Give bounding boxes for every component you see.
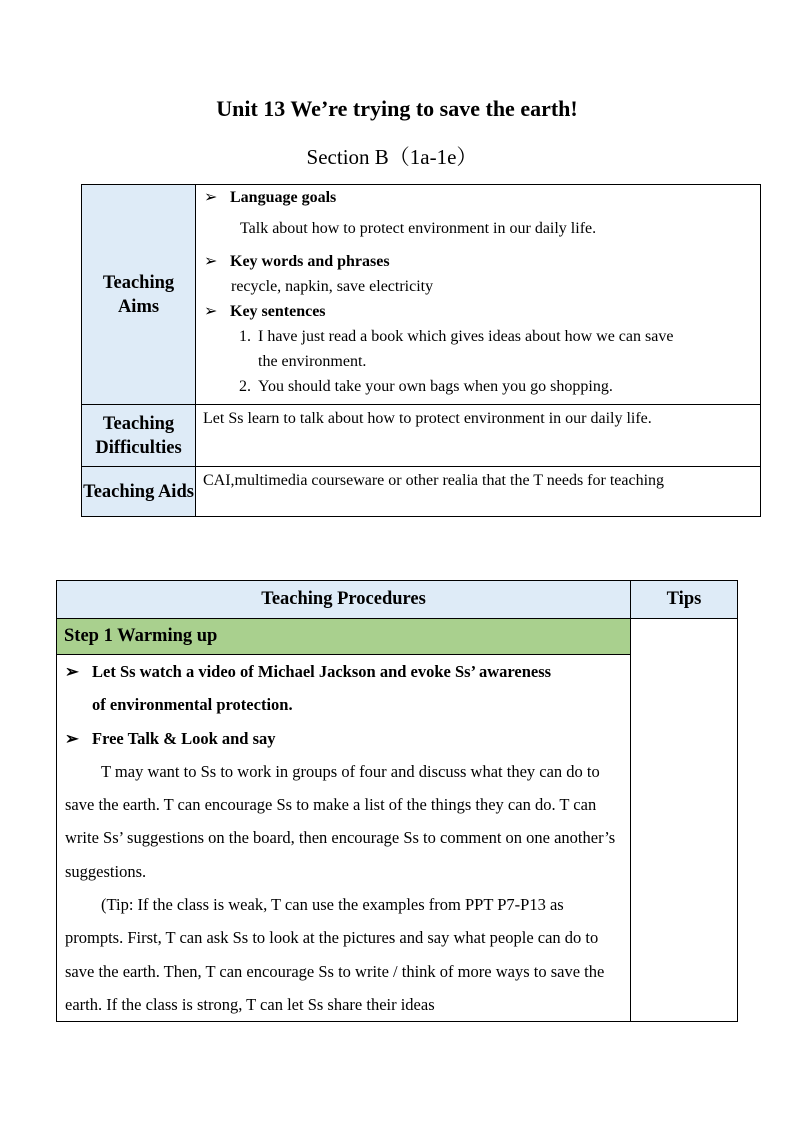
bullet-video-line-1: Let Ss watch a video of Michael Jackson and evoke Ss’ awareness — [92, 662, 552, 681]
tips-cell — [631, 619, 738, 1022]
teaching-aims-label: Teaching Aims — [82, 185, 196, 405]
paragraph-tip: (Tip: If the class is weak, T can use the examples from PPT P7-P13 as prompts. First, T can ask Ss to look at the pictures and say what people can do to save the earth. Then, T can encourage Ss to write / think of more ways to save the earth. If the class is strong, T can let Ss share their ideas — [65, 895, 605, 1014]
key-words-text: recycle, napkin, save electricity — [231, 278, 434, 295]
bullet-free-talk: Free Talk & Look and say — [92, 728, 276, 748]
page-title: Unit 13 We’re trying to save the earth! — [216, 96, 578, 121]
sentence-number: 1. — [239, 328, 251, 345]
teaching-difficulties-label: Teaching Difficulties — [82, 405, 196, 467]
arrow-bullet-icon: ➢ — [204, 253, 218, 270]
teaching-aids-text: CAI,multimedia courseware or other realia that the T needs for teaching — [196, 467, 761, 517]
teaching-aims-content — [196, 185, 761, 405]
language-goals-heading: Language goals — [230, 189, 337, 206]
bullet-video-line-2: of environmental protection. — [92, 695, 293, 715]
arrow-bullet-icon: ➢ — [65, 662, 79, 681]
step-1-content — [57, 655, 631, 1022]
key-words-heading: Key words and phrases — [230, 253, 390, 270]
teaching-aims-table — [81, 184, 761, 517]
teaching-procedures-header: Teaching Procedures — [57, 581, 631, 619]
teaching-difficulties-text: Let Ss learn to talk about how to protect environment in our daily life. — [196, 405, 761, 467]
arrow-bullet-icon: ➢ — [204, 303, 218, 320]
sentence-number: 2. — [239, 378, 251, 395]
teaching-procedures-table — [56, 580, 738, 1022]
arrow-bullet-icon: ➢ — [65, 728, 79, 748]
sentence-1-line-2: the environment. — [258, 353, 367, 370]
paragraph-group-discussion: T may want to Ss to work in groups of four and discuss what they can do to save the earth. T can encourage Ss to make a list of the things they can do. T can write Ss’ suggestions on the board, then encourage Ss to comment on one another’s suggestions. — [65, 761, 616, 881]
teaching-aids-label: Teaching Aids — [82, 467, 196, 517]
sentence-2: You should take your own bags when you go shopping. — [258, 378, 613, 395]
tips-header: Tips — [631, 581, 738, 619]
section-subtitle: Section B（1a-1e） — [306, 145, 478, 169]
language-goals-text: Talk about how to protect environment in our daily life. — [240, 220, 597, 237]
step-1-heading: Step 1 Warming up — [57, 619, 631, 655]
key-sentences-heading: Key sentences — [230, 303, 326, 320]
sentence-1-line-1: I have just read a book which gives ideas about how we can save — [258, 328, 674, 345]
arrow-bullet-icon: ➢ — [204, 189, 218, 206]
